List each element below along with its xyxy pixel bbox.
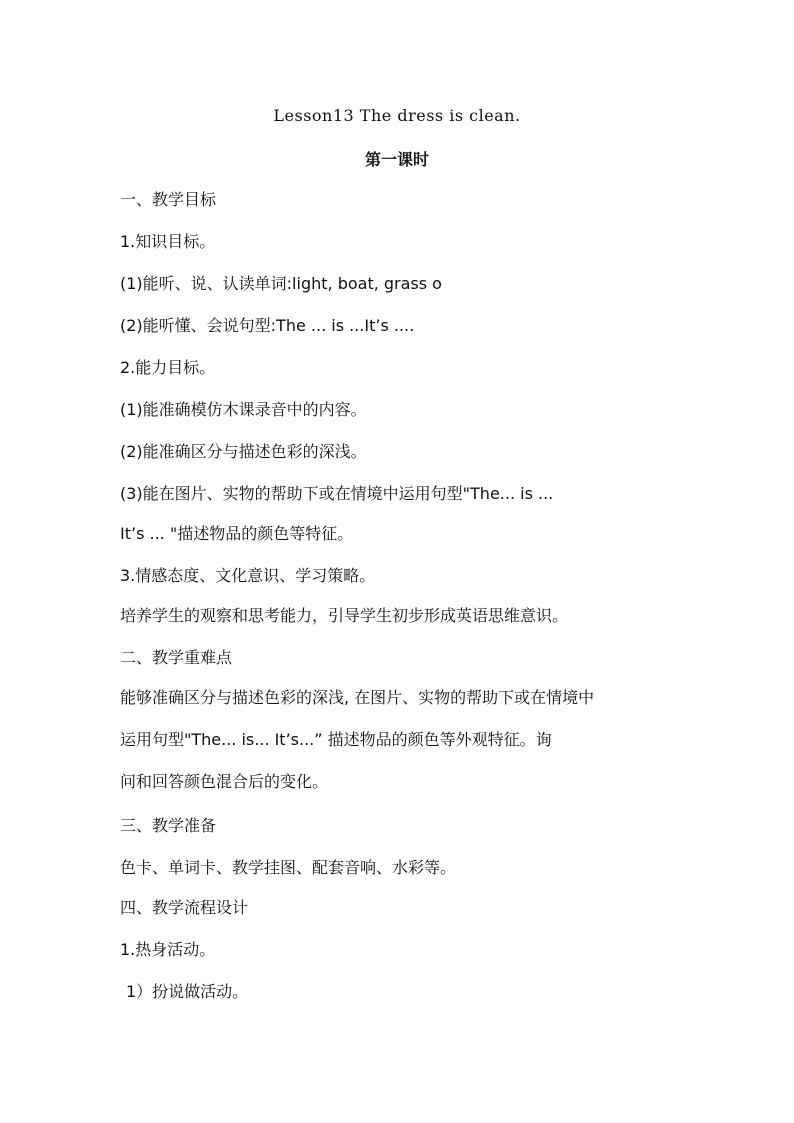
section-heading-process: 四、教学流程设计	[120, 898, 249, 917]
section-heading-key-points: 二、教学重难点	[120, 648, 233, 667]
section-heading-preparation: 三、教学准备	[120, 816, 217, 835]
knowledge-goal-item-2: (2)能听懂、会说句型:The ... is ...It’s ....	[120, 316, 415, 335]
document-subtitle: 第一课时	[364, 150, 429, 169]
knowledge-goal-heading: 1.知识目标。	[120, 232, 216, 251]
key-points-line-1: 能够准确区分与描述色彩的深浅, 在图片、实物的帮助下或在情境中	[120, 688, 595, 707]
section-heading-teaching-goals: 一、教学目标	[120, 190, 217, 209]
ability-goal-item-3-continued: It’s ... "描述物品的颜色等特征。	[120, 524, 354, 543]
knowledge-goal-item-1: (1)能听、说、认读单词:light, boat, grass o	[120, 274, 442, 293]
ability-goal-item-1: (1)能准确模仿木课录音中的内容。	[120, 400, 367, 419]
ability-goal-item-2: (2)能准确区分与描述色彩的深浅。	[120, 442, 367, 461]
key-points-line-3: 问和回答颜色混合后的变化。	[120, 772, 329, 791]
affective-goal-text: 培养学生的观察和思考能力，引导学生初步形成英语思维意识。	[120, 606, 569, 625]
ability-goal-heading: 2.能力目标。	[120, 358, 216, 377]
affective-goal-heading: 3.情感态度、文化意识、学习策略。	[120, 566, 376, 585]
document-title: Lesson13 The dress is clean.	[273, 106, 521, 125]
key-points-line-2: 运用句型"The... is... It’s...” 描述物品的颜色等外观特征。询	[120, 730, 552, 749]
preparation-text: 色卡、单词卡、教学挂图、配套音响、水彩等。	[120, 858, 457, 877]
warm-up-item-1: 1）扮说做活动。	[126, 982, 249, 1001]
ability-goal-item-3: (3)能在图片、实物的帮助下或在情境中运用句型"The... is ...	[120, 484, 554, 503]
warm-up-heading: 1.热身活动。	[120, 940, 216, 959]
